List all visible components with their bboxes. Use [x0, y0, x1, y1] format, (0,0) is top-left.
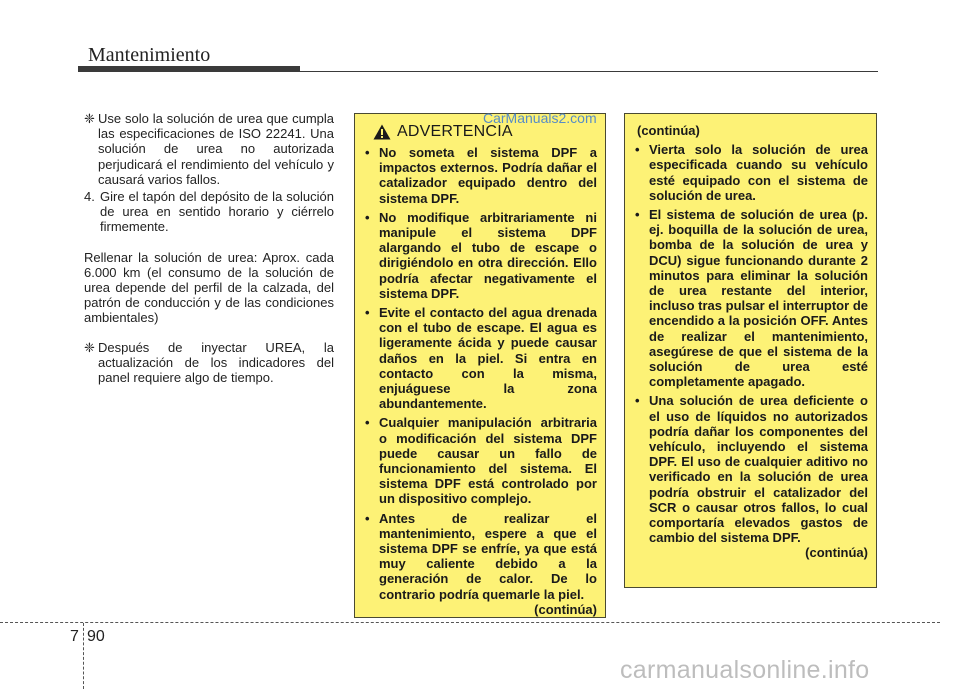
warning-item-text: El sistema de solución de urea (p. ej. boquilla de la solución de urea, bomba de la solución de urea y DCU) sigue funcionando durante 2 minutos para eliminar la solución de urea restante del interior, incluso tras pulsar el interruptor de encendido a la posición OFF. Antes de realizar el mantenimiento, asegúrese de que el sistema de la solución de urea esté completamente apagado. [649, 207, 868, 390]
step-number: 4. [84, 189, 95, 205]
page-header-title: Mantenimiento [88, 44, 211, 66]
bullet: • [365, 415, 370, 431]
continued-label-bottom: (continúa) [805, 545, 868, 561]
bullet: • [365, 510, 370, 526]
warning-item-text: Vierta solo la solución de urea especificada cuando su vehículo esté equipado con el sistema de solución de urea. [649, 142, 868, 203]
note-urea-spec [84, 111, 334, 187]
note-mark-icon: ❈ [84, 339, 95, 355]
warning-triangle-icon [373, 124, 391, 140]
warning-item-text: Cualquier manipulación arbitraria o modificación del sistema DPF puede causar un fallo de funcionamiento del sistema. El sistema DPF está controlado por un dispositivo complejo. [379, 415, 597, 507]
header-thick-bar [78, 66, 300, 72]
warning-item [635, 207, 868, 389]
watermark-link[interactable]: CarManuals2.com [483, 110, 597, 126]
footer-divider [83, 623, 84, 689]
warning-item [635, 393, 868, 545]
warning-item [365, 145, 597, 206]
header-rule [300, 71, 878, 72]
bullet: • [635, 393, 640, 409]
warning-item [365, 305, 597, 411]
note-indicator-update [84, 340, 334, 386]
warning-item-text: Evite el contacto del agua drenada con el tubo de escape. El agua es ligeramente ácida y puede causar daños en la piel. Si entra en contacto con la misma, enjuáguese la zona abundantemente. [379, 305, 597, 412]
warning-item-text: Antes de realizar el mantenimiento, espere a que el sistema DPF se enfríe, ya que está muy caliente debido a la generación de calor. De lo contrario podría quemarle la piel. [379, 510, 597, 602]
warning-item [365, 511, 597, 602]
continued-label: (continúa) [534, 601, 597, 617]
warning-box [354, 113, 606, 618]
step-4-text: Gire el tapón del depósito de la solución de urea en sentido horario y ciérrelo firmemente. [100, 189, 334, 235]
warning-item [365, 415, 597, 506]
bullet: • [635, 207, 640, 223]
site-watermark: carmanualsonline.info [620, 656, 870, 684]
step-4 [84, 189, 334, 235]
warning-item [635, 142, 868, 203]
left-column [84, 111, 334, 385]
warning-box-continued [624, 113, 877, 588]
continued-label-top: (continúa) [637, 123, 700, 138]
section-number: 7 [70, 628, 79, 645]
warning-item-text: Una solución de urea deficiente o el uso de líquidos no autorizados podría dañar los componentes del vehículo, incluyendo el sistema DPF. El uso de cualquier aditivo no verificado en la solución de urea podría obstruir el catalizador del SCR o causar otros fallos, lo cual comportaría elevados gastos de cambio del sistema DPF. [649, 393, 868, 546]
bullet: • [365, 209, 370, 225]
footer-rule [0, 622, 940, 623]
bullet: • [365, 145, 370, 160]
note-urea-spec-text: Use solo la solución de urea que cumpla las especificaciones de ISO 22241. Una solución de urea no autorizada perjudicará el rendimiento del vehículo y causará varios fallos. [98, 111, 334, 187]
refill-interval-paragraph: Rellenar la solución de urea: Aprox. cada 6.000 km (el consumo de la solución de urea depende del perfil de la calzada, del patrón de conducción y de las condiciones ambientales) [84, 249, 334, 326]
bullet: • [635, 142, 640, 158]
warning-item-text: No someta el sistema DPF a impactos externos. Podría dañar el catalizador equipado dentro del sistema DPF. [379, 145, 597, 206]
warning-item-text: No modifique arbitrariamente ni manipule el sistema DPF alargando el tubo de escape o dirigiéndolo en otra dirección. Ello podría afectar negativamente el sistema DPF. [379, 209, 597, 301]
page-number: 90 [87, 628, 105, 645]
warning-header [373, 124, 597, 140]
note-mark-icon: ❈ [84, 111, 95, 126]
warning-item [365, 210, 597, 301]
warning-title: ADVERTENCIA [397, 123, 513, 141]
note-indicator-update-text: Después de inyectar UREA, la actualización de los indicadores del panel requiere algo de tiempo. [98, 339, 334, 386]
bullet: • [365, 305, 370, 321]
